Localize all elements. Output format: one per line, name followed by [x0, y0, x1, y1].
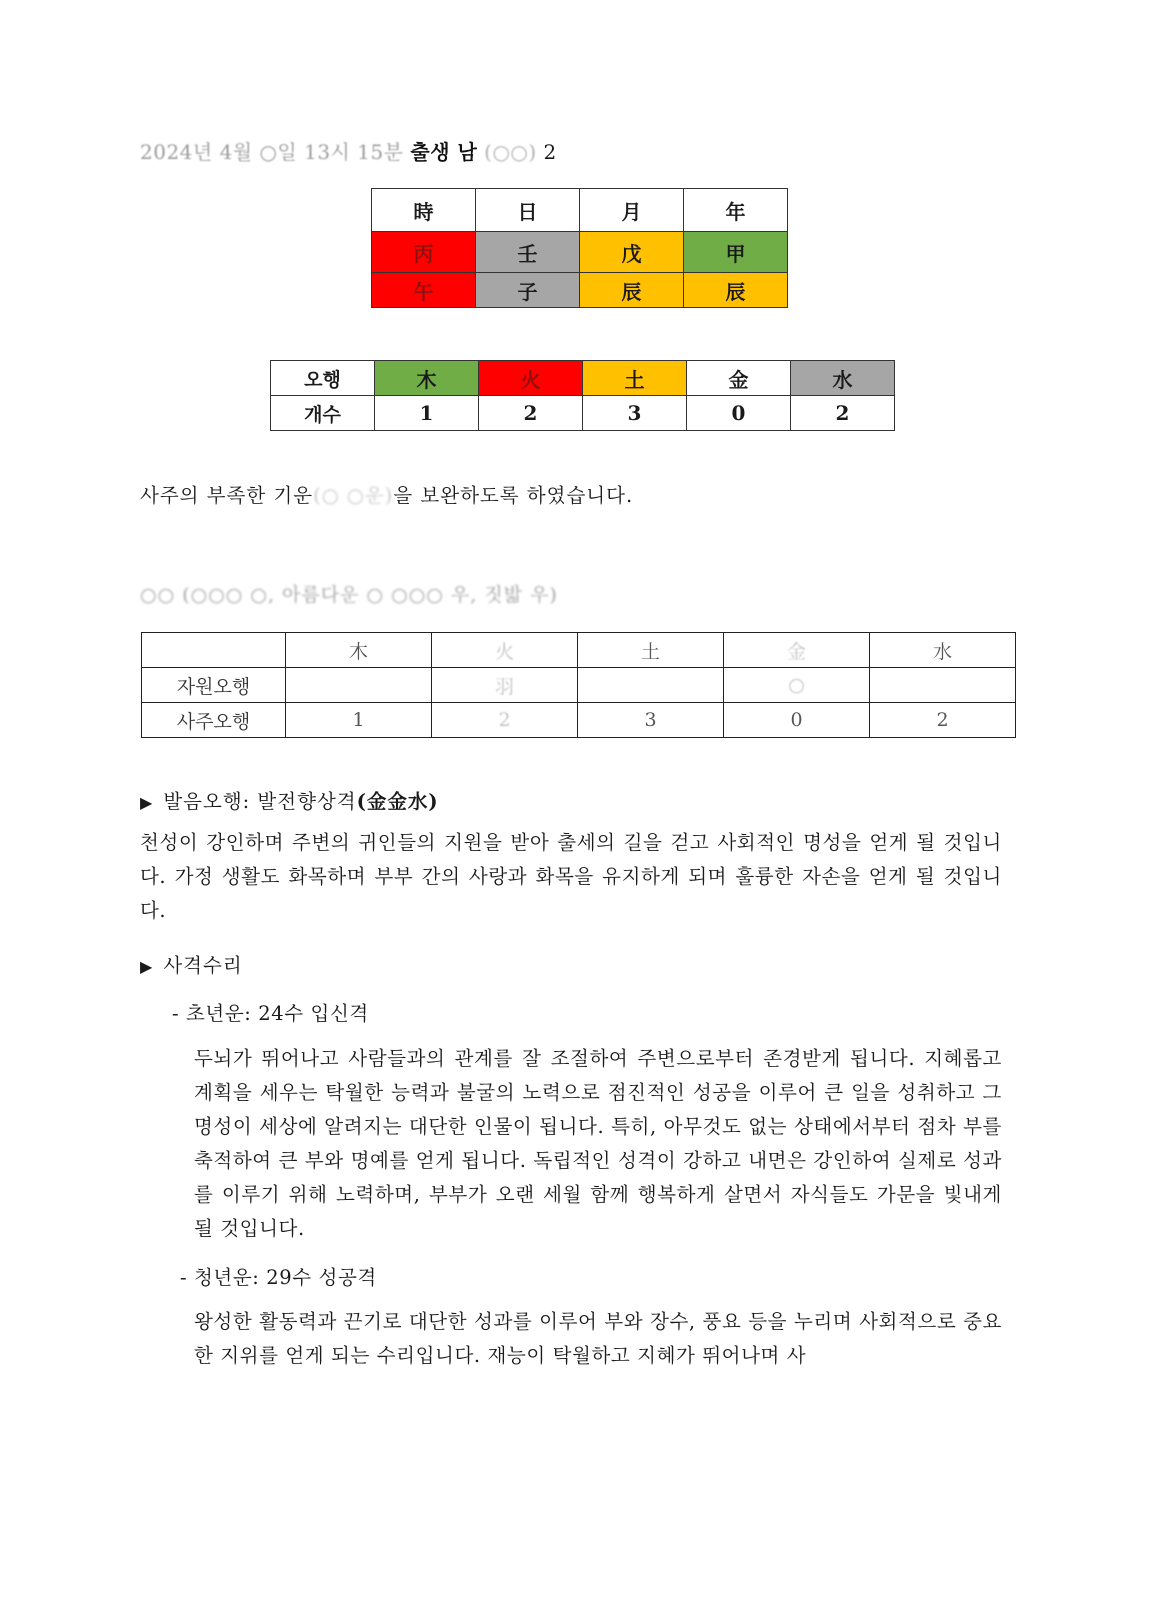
count-row-label: 개수 [271, 396, 375, 431]
saju-fire: 2 [432, 703, 578, 738]
count-earth: 3 [583, 396, 687, 431]
heading-suffix: 2 [543, 140, 557, 164]
section-four-grid-title [140, 950, 243, 978]
resource-wood [286, 668, 432, 703]
resource-earth [578, 668, 724, 703]
element-metal: 金 [687, 361, 791, 396]
heading-date-faded: 2024년 4월 ○일 13시 15분 [140, 140, 404, 164]
supplement-faded: (○ ○운) [313, 484, 394, 507]
triangle-bullet-icon: ▶ [140, 957, 154, 976]
early-fortune-title: - 초년운: 24수 입신격 [172, 1002, 369, 1025]
count-fire: 2 [479, 396, 583, 431]
analysis-head-earth: 土 [578, 633, 724, 668]
element-wood: 木 [375, 361, 479, 396]
resource-metal: ○ [724, 668, 870, 703]
youth-fortune-body: 왕성한 활동력과 끈기로 대단한 성과를 이루어 부와 장수, 풍요 등을 누리며 사회적으로 중요한 지위를 얻게 되는 수리입니다. 재능이 탁월하고 지혜가 뛰어나며 사 [194, 1310, 1002, 1367]
element-water: 水 [791, 361, 895, 396]
element-row-label: 오행 [271, 361, 375, 396]
stem-month: 戊 [580, 232, 684, 273]
branch-day: 子 [476, 273, 580, 308]
saju-metal: 0 [724, 703, 870, 738]
branch-hour: 午 [372, 273, 476, 308]
birth-heading [140, 136, 557, 165]
supplement-before: 사주의 부족한 기운 [140, 484, 314, 507]
resource-water [870, 668, 1016, 703]
analysis-head-fire: 火 [432, 633, 578, 668]
pillar-header-year: 年 [684, 189, 788, 232]
pillar-header-hour: 時 [372, 189, 476, 232]
stem-hour: 丙 [372, 232, 476, 273]
element-earth: 土 [583, 361, 687, 396]
analysis-corner [142, 633, 286, 668]
saju-earth: 3 [578, 703, 724, 738]
stem-year: 甲 [684, 232, 788, 273]
count-metal: 0 [687, 396, 791, 431]
saju-element-label: 사주오행 [142, 703, 286, 738]
section-phonetic-title [140, 786, 439, 814]
count-wood: 1 [375, 396, 479, 431]
heading-paren-faded: (○○) [484, 140, 537, 164]
pillar-header-month: 月 [580, 189, 684, 232]
element-count-table [270, 360, 895, 431]
analysis-head-wood: 木 [286, 633, 432, 668]
saju-water: 2 [870, 703, 1016, 738]
four-grid-title-text: 사격수리 [163, 954, 243, 977]
youth-fortune-title: - 청년운: 29수 성공격 [180, 1266, 377, 1289]
branch-year: 辰 [684, 273, 788, 308]
phonetic-title-bold: (金金水) [356, 790, 439, 813]
heading-birth: 출생 남 [410, 140, 478, 164]
phonetic-body: 천성이 강인하며 주변의 귀인들의 지원을 받아 출세의 길을 걷고 사회적인 명성을 얻게 될 것입니다. 가정 생활도 화목하며 부부 간의 사랑과 화목을 유지하게 되며 훌륭한 자손을 얻게 될 것입니다. [140, 831, 1002, 922]
stem-day: 壬 [476, 232, 580, 273]
pillar-header-day: 日 [476, 189, 580, 232]
saju-wood: 1 [286, 703, 432, 738]
branch-month: 辰 [580, 273, 684, 308]
analysis-head-metal: 金 [724, 633, 870, 668]
supplement-after: 을 보완하도록 하였습니다. [393, 484, 634, 507]
early-fortune-body: 두뇌가 뛰어나고 사람들과의 관계를 잘 조절하여 주변으로부터 존경받게 됩니다. 지혜롭고 계획을 세우는 탁월한 능력과 불굴의 노력으로 점진적인 성공을 이루어 큰 일을 성취하고 그 명성이 세상에 알려지는 대단한 인물이 됩니다. 특히, 아무것도 없는 상태에서부터 점차 부를 축적하여 큰 부와 명예를 얻게 됩니다. 독립적인 성격이 강하고 내면은 강인하여 실제로 성과를 이루기 위해 노력하며, 부부가 오랜 세월 함께 행복하게 살면서 자식들도 가문을 빛내게 될 것입니다. [194, 1047, 1002, 1240]
analysis-head-water: 水 [870, 633, 1016, 668]
supplement-sentence [140, 480, 1040, 508]
name-meaning-title: ○○ (○○○ ○, 아름다운 ○ ○○○ 우, 짓밟 우) [140, 584, 558, 606]
phonetic-title-text: 발음오행: 발전향상격 [163, 790, 357, 813]
resource-element-label: 자원오행 [142, 668, 286, 703]
triangle-bullet-icon: ▶ [140, 793, 154, 812]
four-pillars-table [371, 188, 788, 308]
element-fire: 火 [479, 361, 583, 396]
element-analysis-table [141, 632, 1016, 738]
resource-fire: 羽 [432, 668, 578, 703]
count-water: 2 [791, 396, 895, 431]
